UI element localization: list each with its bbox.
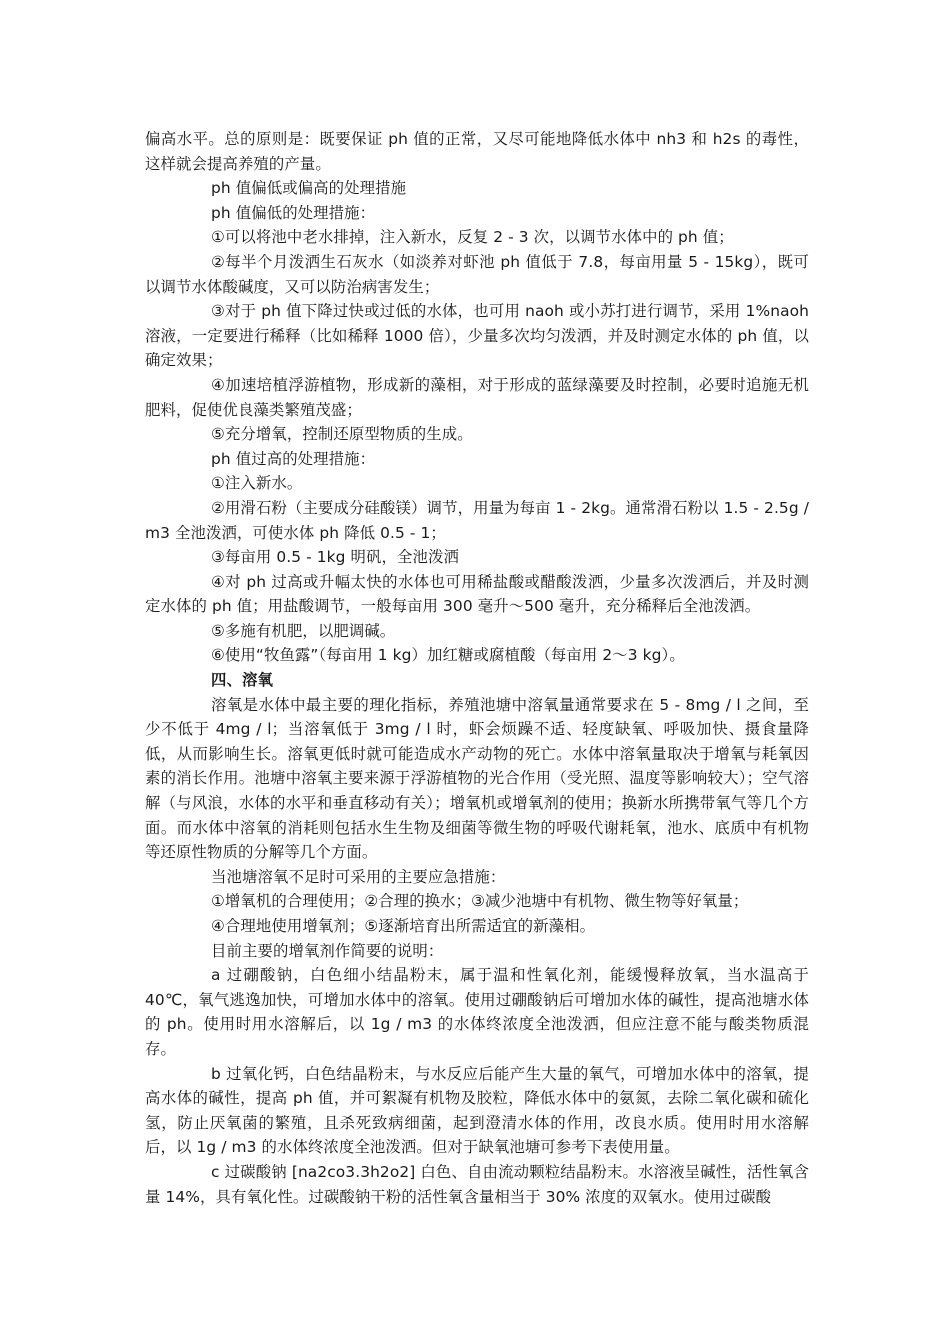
list-item: ⑤充分增氧，控制还原型物质的生成。 [211,425,473,444]
paragraph: a 过硼酸钠，白色细小结晶粉末，属于温和性氧化剂，能缓慢释放氧，当水温高于 40℃，氧气逃逸加快，可增加水体中的溶氧。使用过硼酸钠后可增加水体的碱性，提高池塘水体的 ph。使用时用水溶解后，以 1g / m3 的水体终浓度全池泼洒，但应注意不能与酸类物质混存。 [145,966,809,1058]
paragraph: 溶氧是水体中最主要的理化指标，养殖池塘中溶氧量通常要求在 5 - 8mg / l 之间，至少不低于 4mg / l；当溶氧低于 3mg / l 时，虾会烦躁不适、轻度缺氧、呼吸加快、摄食量降低，从而影响生长。溶氧更低时就可能造成水产动物的死亡。水体中溶氧量取决于增氧与耗氧因素的消长作用。池塘中溶氧主要来源于浮游植物的光合作用（受光照、温度等影响较大）；空气溶解（与风浪，水体的水平和垂直移动有关）；增氧机或增氧剂的使用；换新水所携带氧气等几个方面。而水体中溶氧的消耗则包括水生生物及细菌等微生物的呼吸代谢耗氧，池水、底质中有机物等还原性物质的分解等几个方面。 [145,695,809,862]
list-item: ③每亩用 0.5 - 1kg 明矾，全池泼洒 [211,548,459,567]
list-item: ④对 ph 过高或升幅太快的水体也可用稀盐酸或醋酸泼洒，少量多次泼洒后，并及时测定水体的 ph 值；用盐酸调节，一般每亩用 300 毫升～500 毫升，充分稀释后全池泼洒。 [145,572,809,616]
paragraph: 当池塘溶氧不足时可采用的主要应急措施： [211,867,506,886]
paragraph: b 过氧化钙，白色结晶粉末，与水反应后能产生大量的氧气，可增加水体中的溶氧，提高水体的碱性，提高 ph 值，并可絮凝有机物及胶粒，降低水体中的氨氮，去除二氧化碳和硫化氢，防止厌氧菌的繁殖，且杀死致病细菌，起到澄清水体的作用，改良水质。使用时用水溶解后，以 1g / m3 的水体终浓度全池泼洒。但对于缺氧池塘可参考下表使用量。 [145,1064,809,1157]
list-item: ④加速培植浮游植物，形成新的藻相，对于形成的蓝绿藻要及时控制，必要时追施无机肥料，促使优良藻类繁殖茂盛； [145,375,809,419]
list-item: ②每半个月泼洒生石灰水（如淡养对虾池 ph 值低于 7.8，每亩用量 5 - 15kg），既可以调节水体酸碱度，又可以防治病害发生； [145,252,809,296]
list-item: ③对于 ph 值下降过快或过低的水体，也可用 naoh 或小苏打进行调节，采用 1%naoh 溶液，一定要进行稀释（比如稀释 1000 倍），少量多次均匀泼洒，并及时测定水体的 ph 值，以确定效果； [145,302,809,370]
list-item: ⑤多施有机肥，以肥调碱。 [211,621,396,640]
paragraph: ph 值偏低的处理措施： [211,203,376,222]
list-item: ①注入新水。 [211,474,303,493]
list-item: ②用滑石粉（主要成分硅酸镁）调节，用量为每亩 1 - 2kg。通常滑石粉以 1.5 - 2.5g / m3 全池泼洒，可使水体 ph 降低 0.5 - 1； [145,498,809,542]
paragraph: c 过碳酸钠 [na2co3.3h2o2] 白色、自由流动颗粒结晶粉末。水溶液呈碱性，活性氧含量 14%，具有氧化性。过碳酸钠干粉的活性氧含量相当于 30% 浓度的双氧水。使用过碳酸 [145,1162,809,1206]
document-body [145,127,809,1209]
paragraph: ph 值偏低或偏高的处理措施 [211,179,407,198]
paragraph: 偏高水平。总的原则是：既要保证 ph 值的正常，又尽可能地降低水体中 nh3 和 h2s 的毒性，这样就会提高养殖的产量。 [145,130,809,173]
list-item: ①增氧机的合理使用；②合理的换水；③减少池塘中有机物、微生物等好氧量； [211,892,749,911]
paragraph: 目前主要的增氧剂作简要的说明： [211,941,444,960]
list-item: ⑥使用“牧鱼露”（每亩用 1 kg）加红糖或腐植酸（每亩用 2～3 kg）。 [211,646,685,665]
list-item: ④合理地使用增氧剂；⑤逐渐培育出所需适宜的新藻相。 [211,917,596,935]
paragraph: ph 值过高的处理措施： [211,449,376,468]
list-item: ①可以将池中老水排掉，注入新水，反复 2 - 3 次，以调节水体中的 ph 值； [211,228,734,247]
section-heading: 四、溶氧 [211,671,273,690]
